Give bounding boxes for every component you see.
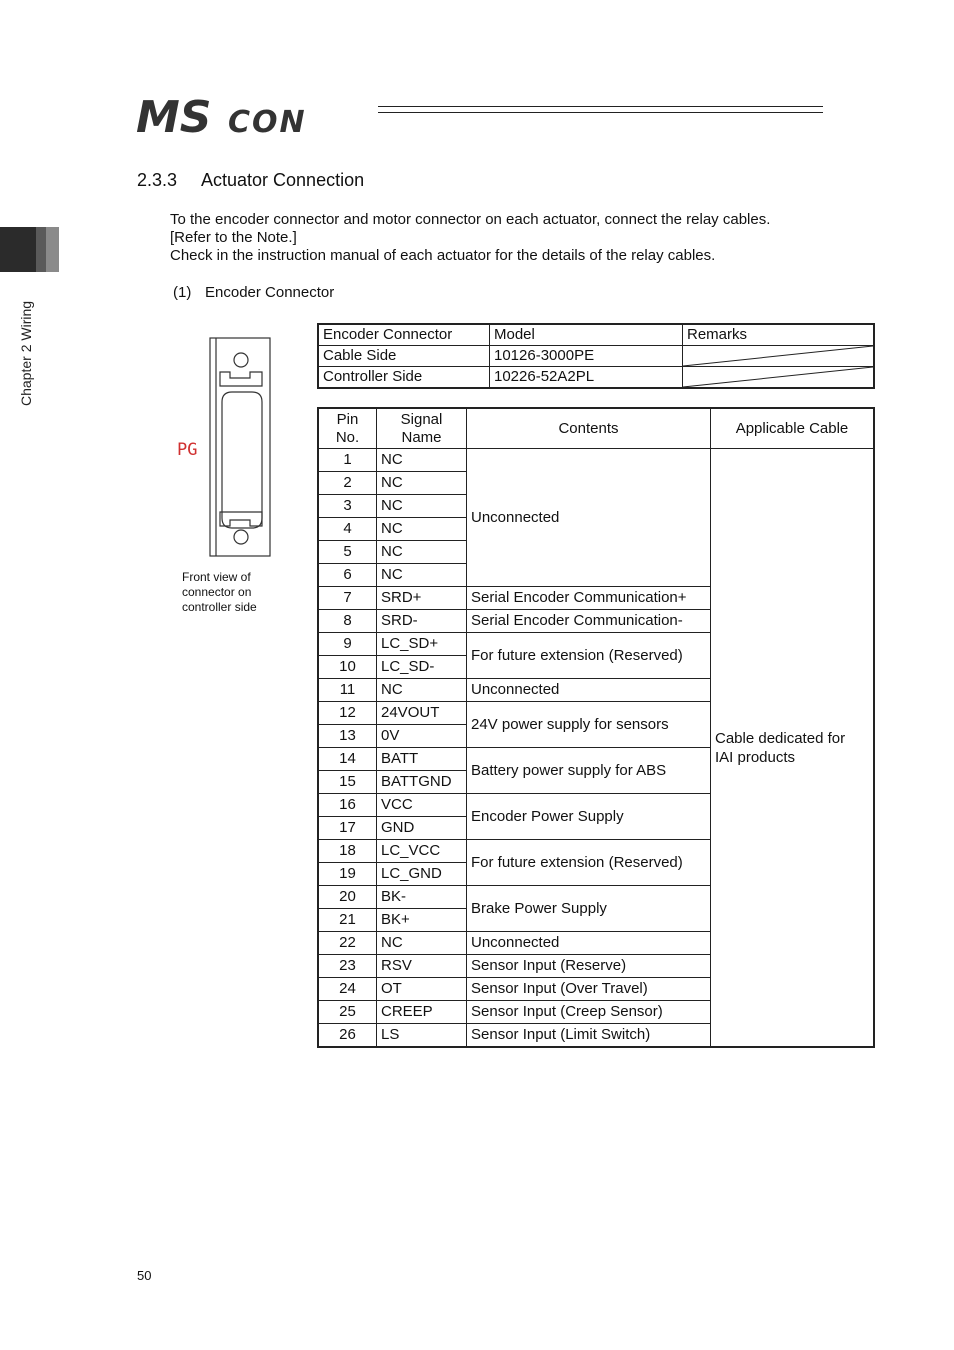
subsection-title: Encoder Connector — [205, 284, 335, 301]
table-header-row — [318, 324, 874, 346]
signal-name: NC — [377, 679, 467, 702]
signal-name: BATT — [377, 748, 467, 771]
pin-number: 22 — [318, 932, 377, 955]
pin-number: 21 — [318, 909, 377, 932]
signal-name: BK+ — [377, 909, 467, 932]
intro-line: Check in the instruction manual of each actuator for the details of the relay cables. — [170, 247, 716, 264]
pin-number: 7 — [318, 587, 377, 610]
signal-name: NC — [377, 472, 467, 495]
pin-number: 1 — [318, 449, 377, 472]
svg-text:MS: MS — [136, 96, 212, 138]
pin-number: 5 — [318, 541, 377, 564]
caption-line: Front view of — [182, 570, 251, 584]
contents-cell: Battery power supply for ABS — [467, 748, 711, 794]
table-cell: 10126-3000PE — [490, 346, 683, 367]
pin-number: 10 — [318, 656, 377, 679]
contents-cell: Serial Encoder Communication+ — [467, 587, 711, 610]
pin-number: 23 — [318, 955, 377, 978]
applicable-cable-cell: Cable dedicated for IAI products — [711, 449, 875, 1048]
section-title: Actuator Connection — [201, 170, 365, 190]
header-rule-bottom — [378, 112, 823, 113]
contents-cell: Sensor Input (Limit Switch) — [467, 1024, 711, 1048]
section-heading — [137, 170, 364, 191]
signal-name: LC_GND — [377, 863, 467, 886]
pin-number: 17 — [318, 817, 377, 840]
contents-cell: Brake Power Supply — [467, 886, 711, 932]
signal-name: LC_SD+ — [377, 633, 467, 656]
pin-number: 12 — [318, 702, 377, 725]
pg-label: PG — [177, 440, 198, 460]
signal-name: 24VOUT — [377, 702, 467, 725]
intro-line: To the encoder connector and motor connector on each actuator, connect the relay cables. — [170, 211, 771, 228]
table-cell: Cable Side — [318, 346, 490, 367]
contents-cell: Encoder Power Supply — [467, 794, 711, 840]
chapter-tab-stripe-light — [46, 227, 59, 272]
signal-name: LC_SD- — [377, 656, 467, 679]
signal-name: LS — [377, 1024, 467, 1048]
mscon-logo — [136, 96, 368, 138]
pin-number: 6 — [318, 564, 377, 587]
signal-name: SRD+ — [377, 587, 467, 610]
pin-number: 2 — [318, 472, 377, 495]
signal-name: RSV — [377, 955, 467, 978]
pin-number: 20 — [318, 886, 377, 909]
contents-cell: For future extension (Reserved) — [467, 840, 711, 886]
header-pin-no: Pin No. — [318, 408, 377, 449]
signal-name: CREEP — [377, 1001, 467, 1024]
table-cell: Controller Side — [318, 367, 490, 389]
contents-cell: Sensor Input (Creep Sensor) — [467, 1001, 711, 1024]
pin-number: 25 — [318, 1001, 377, 1024]
intro-paragraph — [170, 211, 870, 265]
signal-name: SRD- — [377, 610, 467, 633]
table-cell: 10226-52A2PL — [490, 367, 683, 389]
chapter-tab-block — [0, 227, 36, 272]
empty-slash-cell — [683, 346, 875, 367]
signal-name: VCC — [377, 794, 467, 817]
pin-number: 4 — [318, 518, 377, 541]
contents-cell: Sensor Input (Over Travel) — [467, 978, 711, 1001]
pin-number: 14 — [318, 748, 377, 771]
pin-number: 19 — [318, 863, 377, 886]
pin-number: 26 — [318, 1024, 377, 1048]
contents-cell: Unconnected — [467, 932, 711, 955]
header-cell: Remarks — [683, 324, 875, 346]
connector-model-table — [317, 323, 875, 389]
subsection-number: (1) — [173, 284, 192, 301]
signal-name: OT — [377, 978, 467, 1001]
signal-name: 0V — [377, 725, 467, 748]
table-row — [318, 346, 874, 367]
contents-cell: Unconnected — [467, 679, 711, 702]
header-cell: Encoder Connector — [318, 324, 490, 346]
subsection-heading — [173, 284, 334, 301]
chapter-label: Chapter 2 Wiring — [18, 300, 34, 406]
contents-cell: Unconnected — [467, 449, 711, 587]
header-rule-top — [378, 106, 823, 107]
header-signal-name: Signal Name — [377, 408, 467, 449]
table-row — [318, 367, 874, 389]
header-contents: Contents — [467, 408, 711, 449]
pin-number: 13 — [318, 725, 377, 748]
pin-number: 9 — [318, 633, 377, 656]
pin-number: 3 — [318, 495, 377, 518]
chapter-tab-stripe — [36, 227, 46, 272]
svg-text:CON: CON — [228, 105, 307, 138]
header-cell: Model — [490, 324, 683, 346]
caption-line: connector on — [182, 585, 252, 599]
pin-number: 8 — [318, 610, 377, 633]
signal-name: NC — [377, 564, 467, 587]
section-number: 2.3.3 — [137, 170, 178, 190]
signal-name: NC — [377, 932, 467, 955]
table-header-row — [318, 408, 874, 449]
contents-cell: 24V power supply for sensors — [467, 702, 711, 748]
page-number: 50 — [137, 1268, 152, 1283]
pin-assignment-table — [317, 407, 875, 1048]
signal-name: BK- — [377, 886, 467, 909]
signal-name: NC — [377, 518, 467, 541]
caption-line: controller side — [182, 600, 257, 614]
pin-number: 24 — [318, 978, 377, 1001]
pin-number: 11 — [318, 679, 377, 702]
intro-line: [Refer to the Note.] — [170, 229, 297, 246]
contents-cell: Serial Encoder Communication- — [467, 610, 711, 633]
signal-name: NC — [377, 541, 467, 564]
signal-name: BATTGND — [377, 771, 467, 794]
pin-number: 18 — [318, 840, 377, 863]
contents-cell: For future extension (Reserved) — [467, 633, 711, 679]
connector-drawing — [204, 334, 274, 559]
header-applicable-cable: Applicable Cable — [711, 408, 875, 449]
pin-number: 16 — [318, 794, 377, 817]
signal-name: NC — [377, 449, 467, 472]
pin-number: 15 — [318, 771, 377, 794]
signal-name: LC_VCC — [377, 840, 467, 863]
figure-caption — [182, 570, 257, 615]
table-row — [318, 449, 874, 472]
signal-name: NC — [377, 495, 467, 518]
empty-slash-cell — [683, 367, 875, 389]
contents-cell: Sensor Input (Reserve) — [467, 955, 711, 978]
signal-name: GND — [377, 817, 467, 840]
